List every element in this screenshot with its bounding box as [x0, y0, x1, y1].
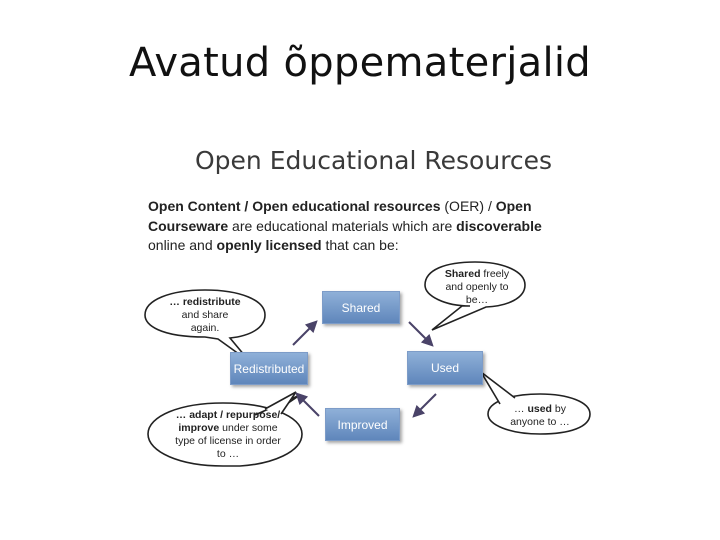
- bubble-text: be…: [465, 294, 489, 306]
- desc-part: discoverable: [456, 217, 542, 234]
- desc-part: Open Courseware: [148, 198, 532, 234]
- node-used: Used: [407, 351, 483, 385]
- bubble-text: Shared: [444, 268, 481, 280]
- bubble-text: and share: [181, 309, 229, 321]
- bubble-text: type of license in order: [175, 435, 281, 447]
- arrow-improved-to-redistributed: [297, 394, 319, 416]
- slide-title: Avatud õppematerjalid: [129, 40, 591, 86]
- bubble-text: by: [551, 403, 566, 415]
- desc-part: (OER) /: [440, 198, 496, 214]
- bubble-shared: [436, 268, 518, 307]
- bubble-text: to …: [216, 448, 240, 460]
- bubble-text: improve: [178, 422, 220, 434]
- figure-title: Open Educational Resources: [195, 146, 553, 175]
- bubble-text: used: [527, 403, 552, 415]
- bubble-text: … redistribute: [169, 296, 241, 308]
- node-redistributed: Redistributed: [230, 352, 308, 385]
- desc-part: Open Content / Open educational resources: [148, 198, 441, 214]
- desc-part: online and: [148, 237, 217, 253]
- bubble-text: anyone to …: [510, 416, 570, 428]
- arrow-redistributed-to-shared: [293, 322, 316, 345]
- desc-part: are educational materials which are: [228, 217, 457, 234]
- bubble-text: under some: [219, 422, 278, 434]
- bubble-text: again.: [190, 322, 220, 334]
- bubble-redistribute: [150, 296, 260, 335]
- desc-part: openly licensed: [216, 237, 322, 253]
- bubble-used-tail: [481, 372, 515, 404]
- bubble-used: [494, 403, 586, 429]
- desc-part: that can be:: [321, 237, 399, 253]
- node-improved: Improved: [325, 408, 400, 441]
- arrow-shared-to-used: [409, 322, 432, 345]
- bubble-adapt: [160, 409, 296, 461]
- bubble-text: … adapt / repurpose/: [175, 409, 281, 421]
- bubble-text: and openly to: [445, 281, 509, 293]
- node-shared: Shared: [322, 291, 400, 324]
- bubble-text: freely: [480, 268, 510, 280]
- arrow-used-to-improved: [414, 394, 436, 416]
- bubble-text: …: [514, 403, 528, 415]
